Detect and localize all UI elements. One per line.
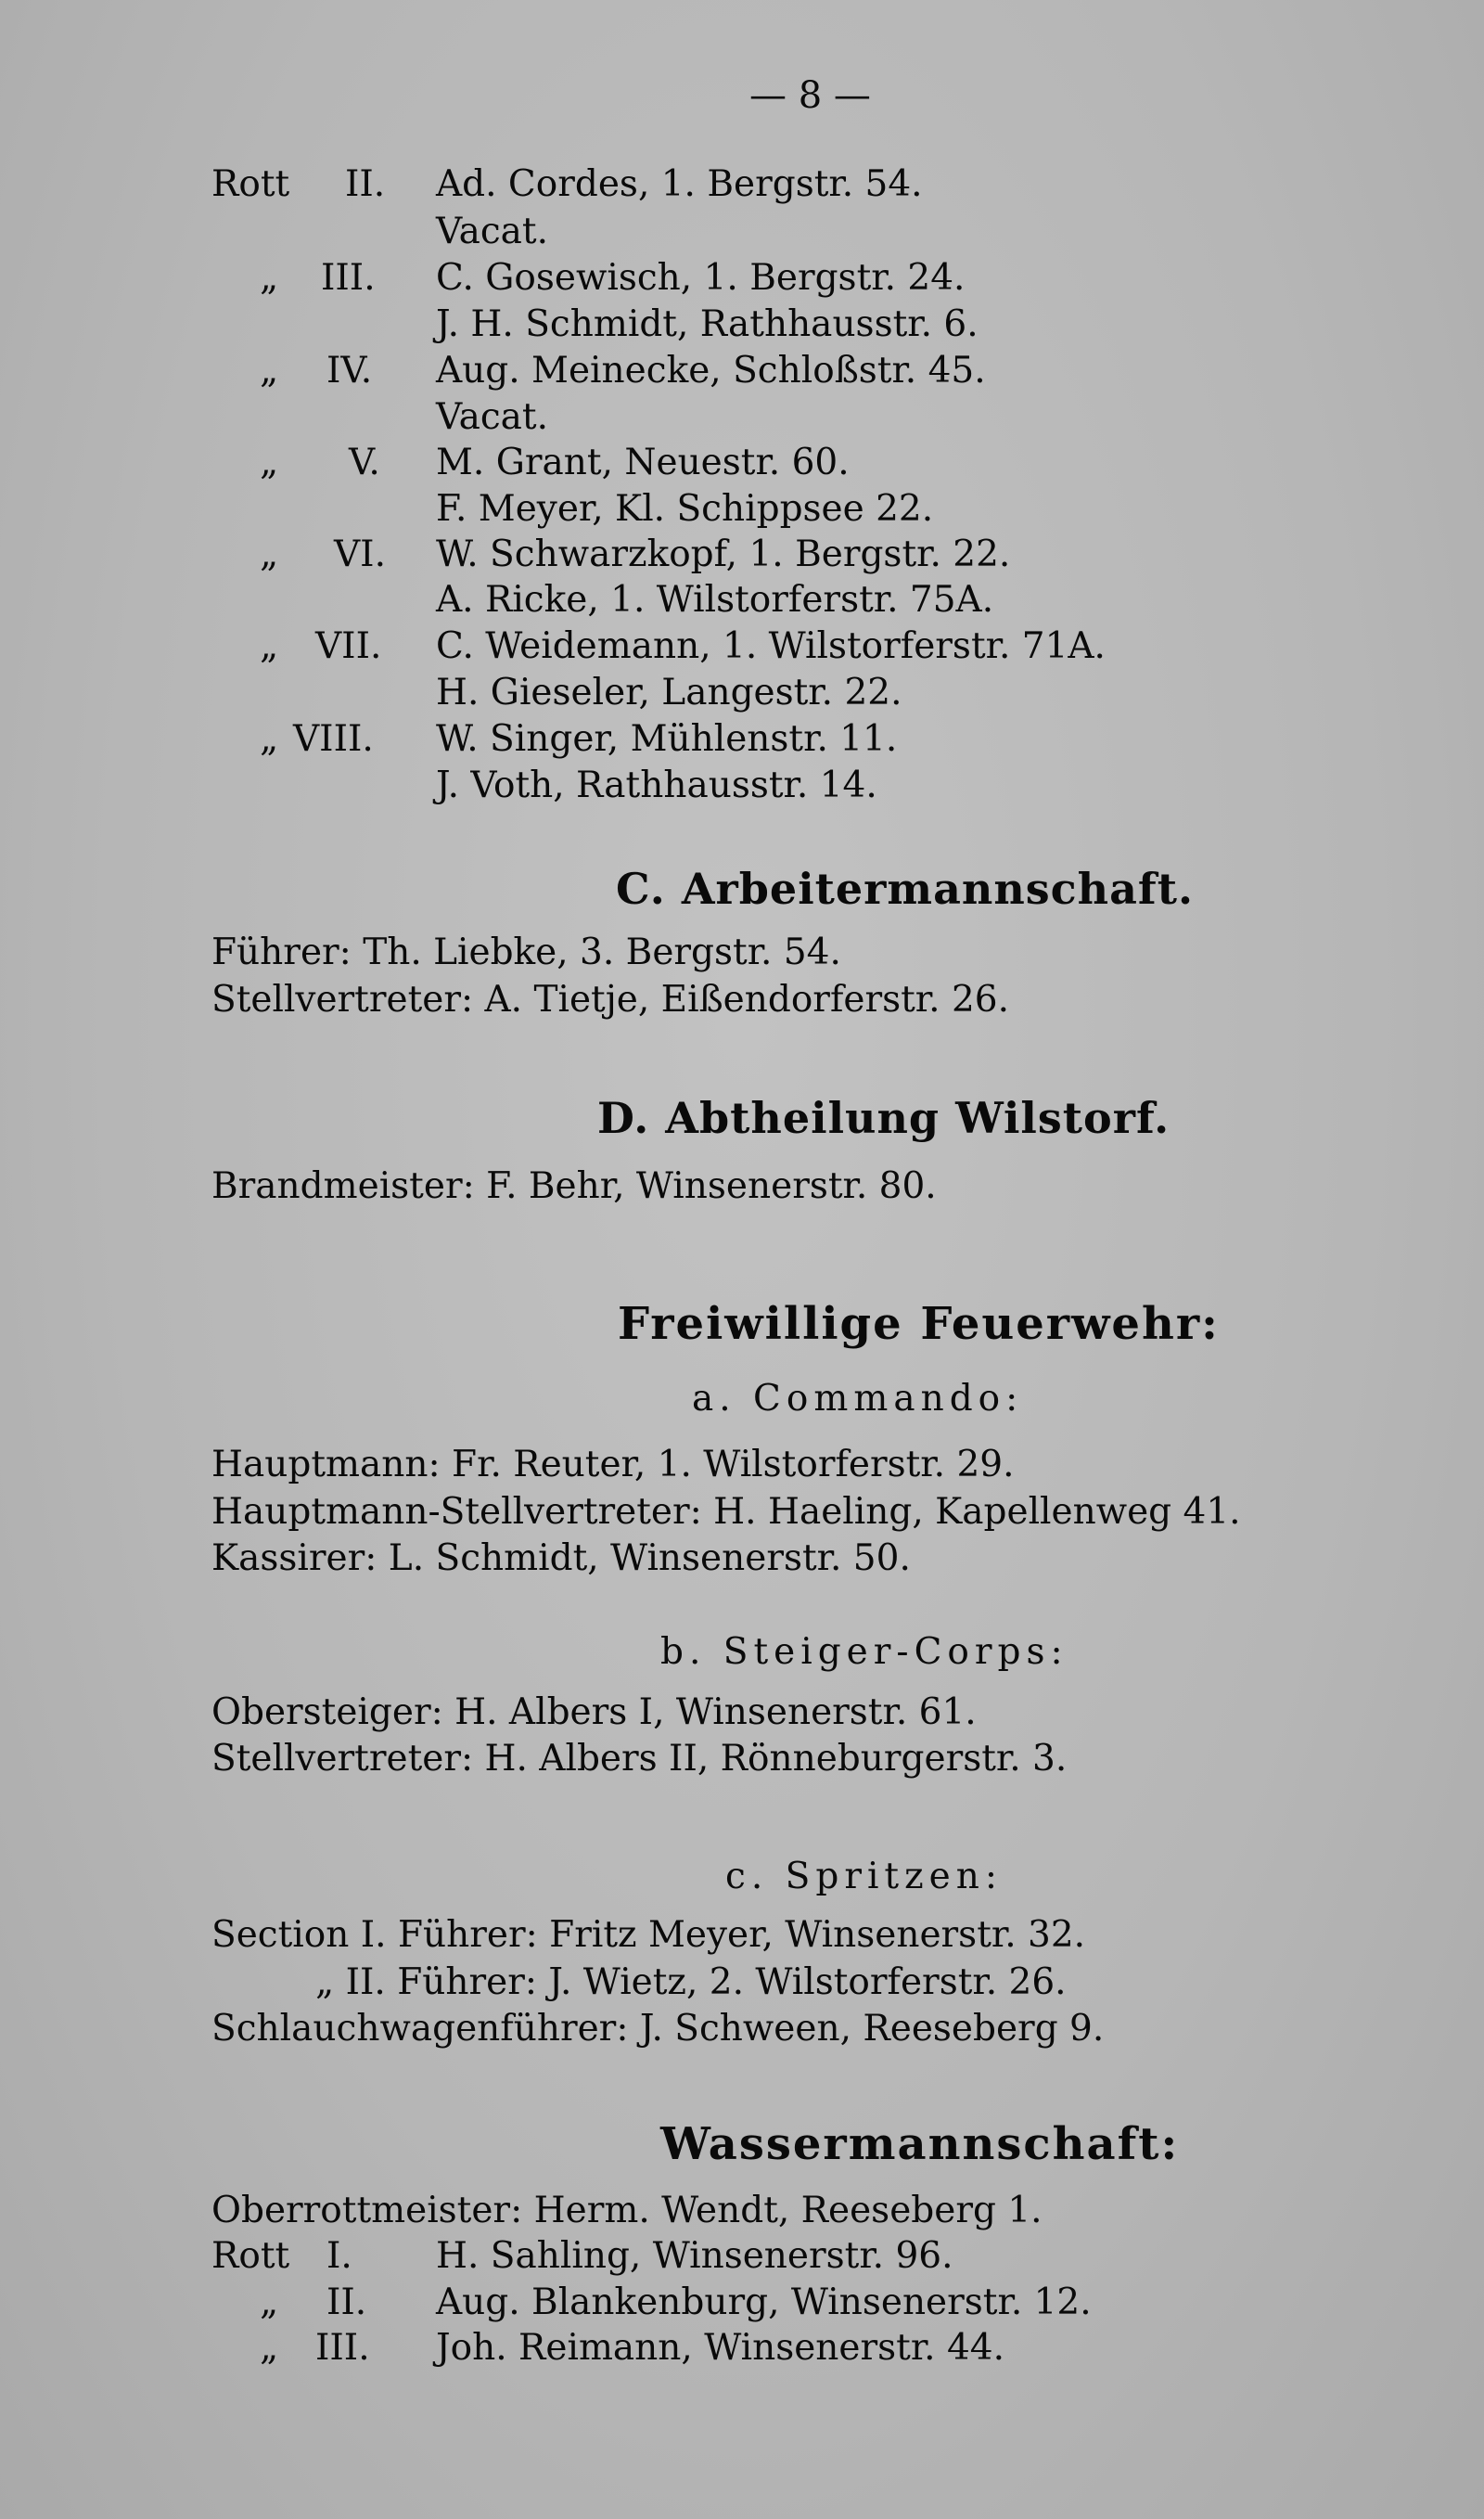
row-entry: Vacat. — [436, 396, 548, 438]
row-number: VII. — [315, 625, 382, 667]
section-c-line: Stellvertreter: A. Tietje, Eißendorferstr. 26. — [211, 979, 1009, 1021]
row-entry: Vacat. — [436, 211, 548, 252]
row-label: Rott — [211, 2235, 290, 2277]
commando-line: Hauptmann: Fr. Reuter, 1. Wilstorferstr. 29. — [211, 1444, 1015, 1485]
row-label: Rott — [211, 163, 290, 205]
row-entry: Aug. Meinecke, Schloßstr. 45. — [436, 350, 986, 392]
row-entry: Ad. Cordes, 1. Bergstr. 54. — [436, 163, 923, 205]
row-label: „ — [260, 2327, 279, 2369]
wasser-heading: Wassermannschaft: — [660, 2118, 1180, 2170]
commando-heading: a. Commando: — [692, 1378, 1024, 1420]
row-number: VIII. — [293, 718, 374, 760]
row-entry: C. Gosewisch, 1. Bergstr. 24. — [436, 257, 966, 299]
row-number: II. — [326, 2281, 367, 2323]
row-entry: J. Voth, Rathhausstr. 14. — [436, 765, 877, 806]
row-entry: W. Singer, Mühlenstr. 11. — [436, 718, 898, 760]
wasser-line: Oberrottmeister: Herm. Wendt, Reeseberg 1. — [211, 2190, 1043, 2231]
row-number: III. — [315, 2327, 370, 2369]
section-d-line: Brandmeister: F. Behr, Winsenerstr. 80. — [211, 1165, 937, 1207]
page-number: — 8 — — [749, 74, 871, 117]
row-entry: Aug. Blankenburg, Winsenerstr. 12. — [436, 2281, 1092, 2323]
row-label: „ — [260, 442, 279, 483]
spritzen-line: Schlauchwagenführer: J. Schween, Reeseberg 9. — [211, 2008, 1105, 2050]
row-entry: H. Sahling, Winsenerstr. 96. — [436, 2235, 953, 2277]
row-entry: C. Weidemann, 1. Wilstorferstr. 71A. — [436, 625, 1106, 667]
steiger-line: Stellvertreter: H. Albers II, Rönneburgerstr. 3. — [211, 1738, 1068, 1780]
row-entry: A. Ricke, 1. Wilstorferstr. 75A. — [436, 579, 994, 621]
commando-line: Hauptmann-Stellvertreter: H. Haeling, Kapellenweg 41. — [211, 1491, 1241, 1533]
row-entry: Joh. Reimann, Winsenerstr. 44. — [436, 2327, 1004, 2369]
row-number: V. — [349, 442, 380, 483]
row-entry: M. Grant, Neuestr. 60. — [436, 442, 850, 483]
spritzen-line: „ II. Führer: J. Wietz, 2. Wilstorferstr. 26. — [315, 1961, 1067, 2003]
row-label: „ — [260, 718, 279, 760]
steiger-line: Obersteiger: H. Albers I, Winsenerstr. 61. — [211, 1691, 977, 1733]
row-entry: W. Schwarzkopf, 1. Bergstr. 22. — [436, 533, 1011, 575]
row-number: IV. — [326, 350, 373, 392]
row-label: „ — [260, 350, 279, 392]
row-number: VI. — [334, 533, 386, 575]
row-entry: F. Meyer, Kl. Schippsee 22. — [436, 488, 934, 530]
row-entry: J. H. Schmidt, Rathhausstr. 6. — [436, 303, 979, 345]
commando-line: Kassirer: L. Schmidt, Winsenerstr. 50. — [211, 1537, 911, 1579]
row-number: I. — [326, 2235, 352, 2277]
row-label: „ — [260, 2281, 279, 2323]
steiger-heading: b. Steiger-Corps: — [660, 1631, 1068, 1673]
row-label: „ — [260, 257, 279, 299]
row-number: III. — [321, 257, 376, 299]
row-label: „ — [260, 533, 279, 575]
row-label: „ — [260, 625, 279, 667]
row-entry: H. Gieseler, Langestr. 22. — [436, 672, 902, 713]
section-d-heading: D. Abtheilung Wilstorf. — [597, 1093, 1171, 1143]
section-c-heading: C. Arbeitermannschaft. — [616, 864, 1194, 914]
row-number: II. — [345, 163, 386, 205]
spritzen-line: Section I. Führer: Fritz Meyer, Winsenerstr. 32. — [211, 1914, 1086, 1956]
freiwillige-heading: Freiwillige Feuerwehr: — [618, 1298, 1220, 1350]
spritzen-heading: c. Spritzen: — [725, 1856, 1003, 1897]
section-c-line: Führer: Th. Liebke, 3. Bergstr. 54. — [211, 932, 841, 973]
